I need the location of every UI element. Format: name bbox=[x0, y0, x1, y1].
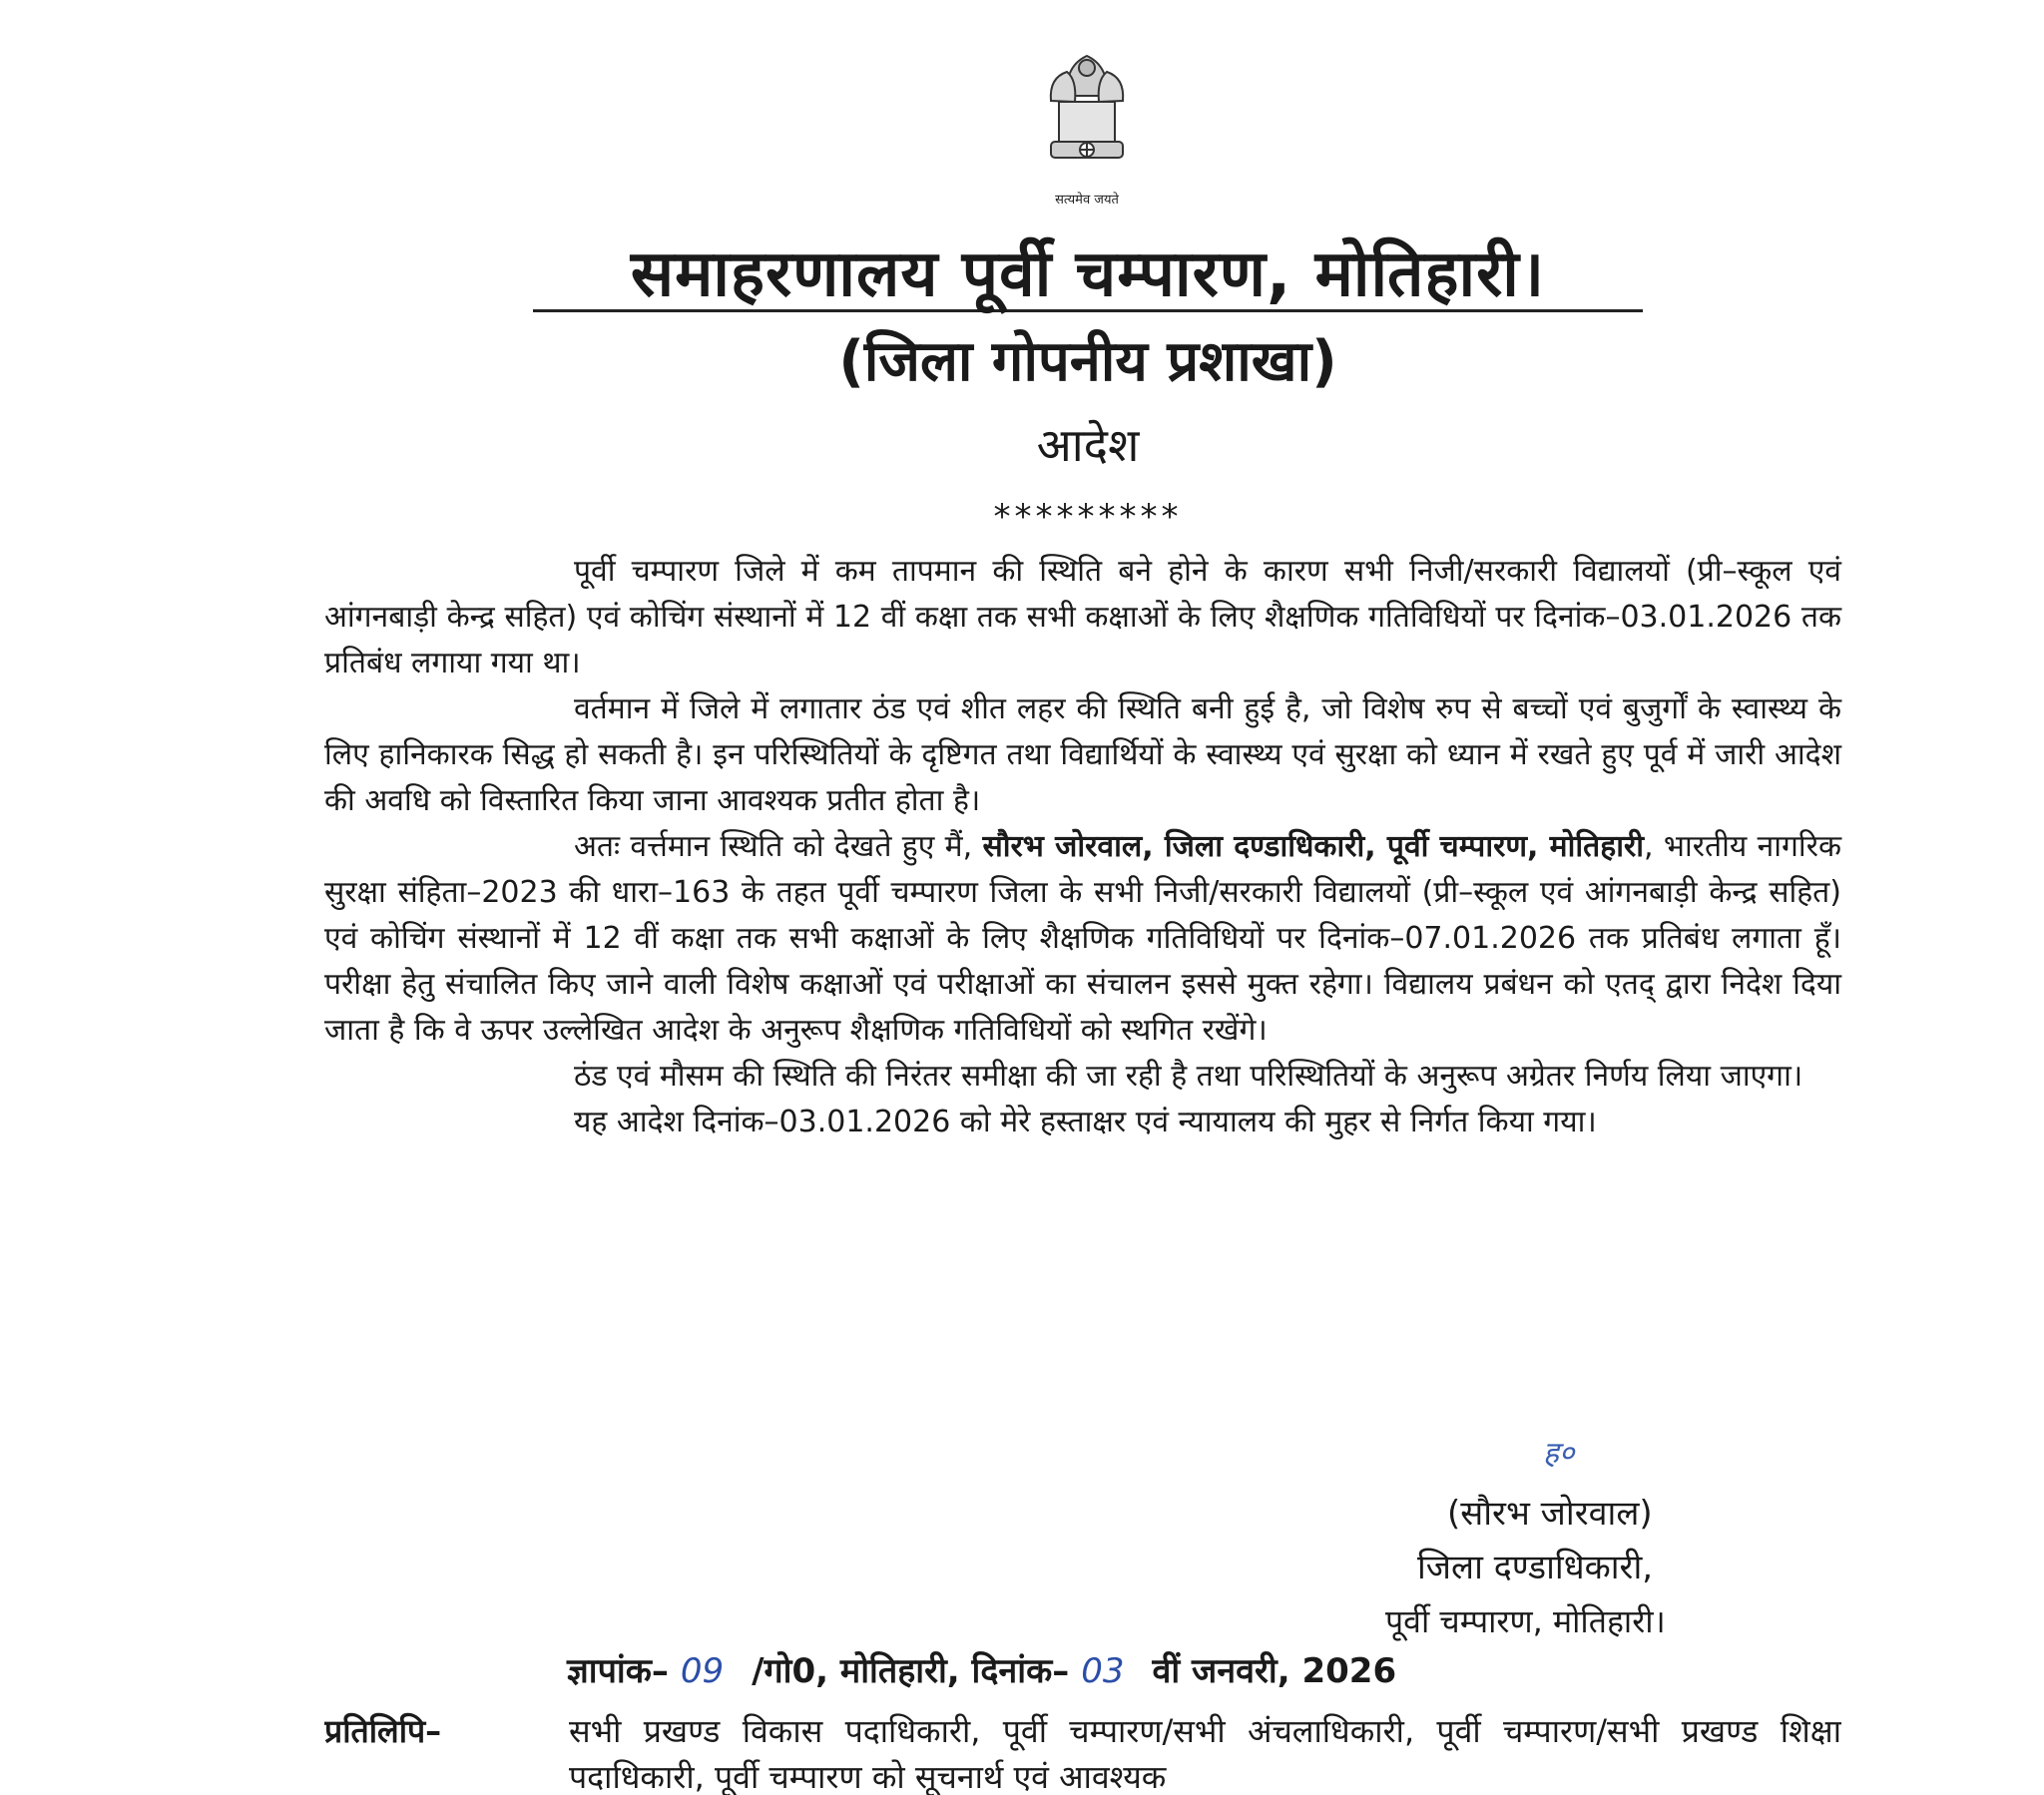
memo-office: /गो0, bbox=[752, 1651, 829, 1691]
signatory-designation: जिला दण्डाधिकारी, bbox=[1417, 1548, 1654, 1587]
paragraph-1: पूर्वी चम्पारण जिले में कम तापमान की स्थिति बने होने के कारण सभी निजी/सरकारी विद्यालयों (प्री–स्कूल एवं आंगनबाड़ी केन्द्र सहित) एवं कोचिंग संस्थानों में 12 वीं कक्षा तक सभी कक्षाओं के लिए शैक्षणिक गतिविधियों पर दिनांक–03.01.2026 तक प्रतिबंध लगाया गया था। bbox=[324, 554, 1841, 680]
memo-date-suffix: वीं जनवरी, 2026 bbox=[1152, 1651, 1397, 1691]
memo-number: 09 bbox=[680, 1651, 725, 1691]
memo-line bbox=[567, 1646, 1396, 1692]
state-emblem bbox=[1022, 36, 1152, 225]
signature-block bbox=[1377, 1487, 1796, 1648]
paragraph-4: ठंड एवं मौसम की स्थिति की निरंतर समीक्षा की जा रही है तथा परिस्थितियों के अनुरूप अग्रेतर निर्णय लिया जाएगा। bbox=[574, 1059, 1803, 1094]
ashoka-lion-emblem-icon bbox=[1037, 36, 1137, 186]
emblem-motto: सत्यमेव जयते bbox=[1055, 193, 1119, 208]
copy-to-section bbox=[324, 1708, 1841, 1795]
order-body bbox=[324, 549, 1841, 1145]
memo-day: 03 bbox=[1081, 1651, 1125, 1691]
separator: ********* bbox=[993, 497, 1183, 537]
document-type: आदेश bbox=[1036, 418, 1140, 472]
memo-place-date-label: मोतिहारी, दिनांक– bbox=[839, 1651, 1070, 1691]
memo-label: ज्ञापांक– bbox=[567, 1651, 669, 1691]
signature-mark: ह० bbox=[1543, 1436, 1575, 1471]
paragraph-3-rest: , भारतीय नागरिक सुरक्षा संहिता–2023 की धारा–163 के तहत पूर्वी चम्पारण जिला के सभी निजी/सरकारी विद्यालयों (प्री–स्कूल एवं आंगनबाड़ी केन्द्र सहित) एवं कोचिंग संस्थानों में 12 वीं कक्षा तक सभी कक्षाओं के लिए शैक्षणिक गतिविधियों पर दिनांक–07.01.2026 तक प्रतिबंध लगाता हूँ। परीक्षा हेतु संचालित किए जाने वाली विशेष कक्षाओं एवं परीक्षाओं का संचालन इससे मुक्त रहेगा। विद्यालय प्रबंधन को एतद् द्वारा निदेश दिया जाता है कि वे ऊपर उल्लेखित आदेश के अनुरूप शैक्षणिक गतिविधियों को स्थगित रखेंगे। bbox=[324, 829, 1842, 1048]
office-title: समाहरणालय पूर्वी चम्पारण, मोतिहारी। bbox=[533, 239, 1643, 312]
paragraph-3-lead: अतः वर्त्तमान स्थिति को देखते हुए मैं, bbox=[574, 829, 983, 864]
paragraph-3 bbox=[324, 824, 1841, 1054]
copy-recipients: सभी प्रखण्ड विकास पदाधिकारी, पूर्वी चम्पारण/सभी अंचलाधिकारी, पूर्वी चम्पारण/सभी प्रखण्ड शिक्षा पदाधिकारी, पूर्वी चम्पारण को सूचनार्थ एवं आवश्यक bbox=[569, 1712, 1841, 1795]
paragraph-2: वर्तमान में जिले में लगातार ठंड एवं शीत लहर की स्थिति बनी हुई है, जो विशेष रुप से बच्चों एवं बुजुर्गों के स्वास्थ्य के लिए हानिकारक सिद्ध हो सकती है। इन परिस्थितियों के दृष्टिगत तथा विद्यार्थियों के स्वास्थ्य एवं सुरक्षा को ध्यान में रखते हुए पूर्व में जारी आदेश की अवधि को विस्तारित किया जाना आवश्यक प्रतीत होता है। bbox=[324, 691, 1841, 818]
issuing-official: सौरभ जोरवाल, जिला दण्डाधिकारी, पूर्वी चम्पारण, मोतिहारी bbox=[982, 829, 1645, 864]
copy-label: प्रतिलिपि– bbox=[324, 1712, 442, 1750]
paragraph-5: यह आदेश दिनांक–03.01.2026 को मेरे हस्ताक्षर एवं न्यायालय की मुहर से निर्गत किया गया। bbox=[574, 1105, 1597, 1139]
branch-name: (जिला गोपनीय प्रशाखा) bbox=[838, 329, 1337, 394]
signatory-name: (सौरभ जोरवाल) bbox=[1447, 1494, 1653, 1534]
signatory-place: पूर्वी चम्पारण, मोतिहारी। bbox=[1385, 1602, 1666, 1640]
